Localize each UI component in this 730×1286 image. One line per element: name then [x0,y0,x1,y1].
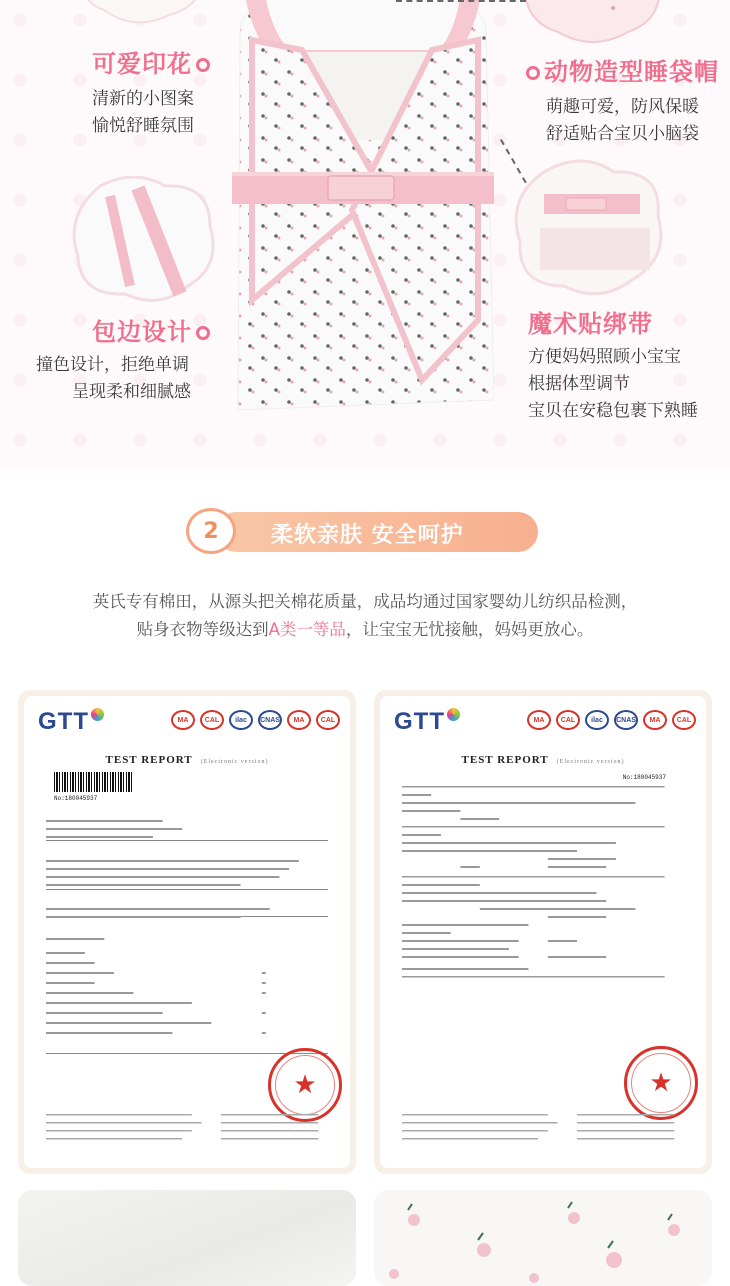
star-icon: ★ [293,1070,317,1100]
ilac-logo: ilac [585,710,609,730]
report-footer [402,1110,684,1154]
gtt-logo: GTT [38,708,104,736]
feature-text-binding: 撞色设计，拒绝单调 呈现柔和细腻感 [36,355,191,402]
hood-closeup-image [518,0,668,48]
report-text-lines [46,810,328,1074]
ilac-logo: ilac [229,710,253,730]
ring-icon [526,66,540,80]
inspection-seal-stamp [624,1046,698,1120]
section-2-banner [186,508,538,554]
cma-logo: MA [287,710,311,730]
cal-logo: CAL [672,710,696,730]
certification-logos [171,710,340,730]
section-description-line-1: 英氏专有棉田，从源头把关棉花质量，成品均通过国家婴幼儿纺织品检测， [92,592,638,611]
feature-title-binding: 包边设计 [92,312,214,347]
ring-icon [196,326,210,340]
test-report-2 [374,690,712,1174]
flower-icon [447,708,460,721]
cnas-logo: CNAS [614,710,638,730]
certification-logos [527,710,696,730]
feature-text-velcro: 方便妈妈照顾小宝宝 根据体型调节 宝贝在安稳包裹下熟睡 [528,347,698,421]
ring-icon [196,58,210,72]
report-number: No:180045937 [54,795,98,802]
star-icon: ★ [649,1068,673,1098]
cal-logo: CAL [200,710,224,730]
barcode [54,772,134,792]
cnas-logo: CNAS [258,710,282,730]
feature-title-print: 可爱印花 [92,44,214,79]
velcro-closeup-image [514,158,664,298]
cal-logo: CAL [556,710,580,730]
report-title: TEST REPORT (Electronic version) [461,754,625,766]
cal-logo: CAL [316,710,340,730]
cma-logo: MA [171,710,195,730]
section-number-badge: 2 [186,508,236,554]
report-number: No:180045937 [622,774,666,781]
flower-icon [91,708,104,721]
report-title: TEST REPORT (Electronic version) [105,754,269,766]
report-footer [46,1110,328,1154]
swaddle-product-image [232,0,494,410]
test-report-1 [18,690,356,1174]
section-heading: 柔软亲肤 安全呵护 [271,523,464,548]
feature-title-velcro: 魔术贴绑带 [528,310,653,338]
fabric-photo-plain [18,1190,356,1286]
feature-text-print: 清新的小图案 愉悦舒睡氛围 [92,89,194,136]
grade-highlight: A类一等品 [268,620,346,639]
cma-logo: MA [643,710,667,730]
connector-line-hood [396,0,526,2]
report-text-lines [402,786,684,990]
binding-closeup-image [70,176,220,306]
print-closeup-image [74,0,214,26]
gtt-logo: GTT [394,708,460,736]
fabric-photo-pattern [374,1190,712,1286]
section-description-line-2: 贴身衣物等级达到A类一等品，让宝宝无忧接触，妈妈更放心。 [136,620,594,639]
feature-title-hood: 动物造型睡袋帽 [522,52,719,87]
cma-logo: MA [527,710,551,730]
feature-text-hood: 萌趣可爱，防风保暖 舒适贴合宝贝小脑袋 [546,97,699,144]
